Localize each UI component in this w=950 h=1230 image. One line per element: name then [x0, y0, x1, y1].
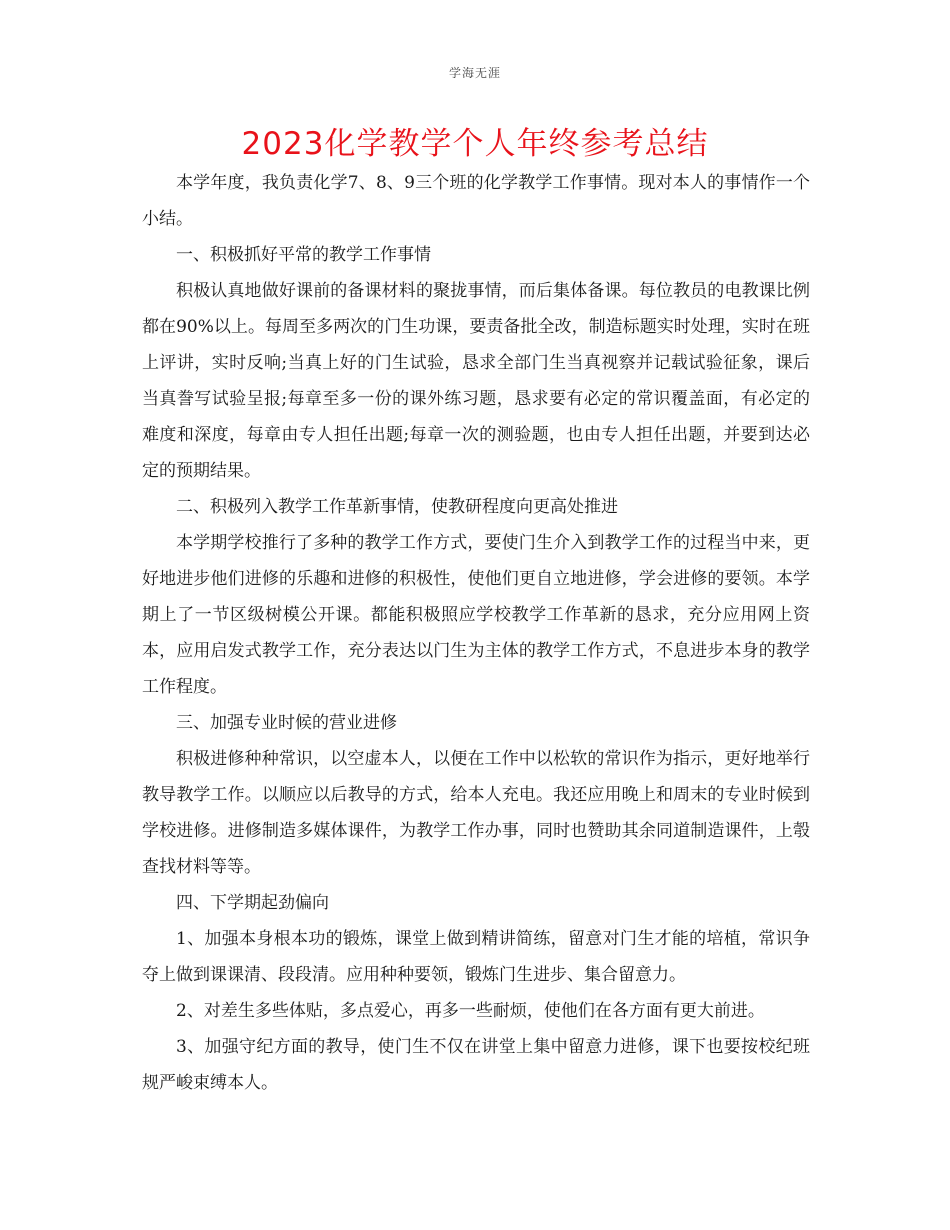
list-item-1: 1、加强本身根本功的锻炼，课堂上做到精讲简练，留意对门生才能的培植，常识争夺上做到课课清、段段清。应用种种要领，锻炼门生进步、集合留意力。	[142, 929, 810, 985]
paragraph-section-2: 本学期学校推行了多种的教学工作方式，要使门生介入到教学工作的过程当中来，更好地进步他们进修的乐趣和进修的积极性，使他们更自立地进修，学会进修的要领。本学期上了一节区级树模公开课。都能积极照应学校教学工作革新的恳求，充分应用网上资本，应用启发式教学工作，充分表达以门生为主体的教学工作方式，不息进步本身的教学工作程度。	[142, 533, 810, 697]
list-item-2: 2、对差生多些体贴，多点爱心，再多一些耐烦，使他们在各方面有更大前进。	[176, 1001, 765, 1021]
section-heading-1: 一、积极抓好平常的教学工作事情	[176, 245, 431, 265]
page-header-watermark: 学海无涯	[448, 66, 501, 80]
section-heading-4: 四、下学期起劲偏向	[176, 893, 329, 913]
paragraph-section-3: 积极进修种种常识，以空虚本人，以便在工作中以松软的常识作为指示，更好地举行教导教学工作。以顺应以后教导的方式，给本人充电。我还应用晚上和周末的专业时候到学校进修。进修制造多媒体课件，为教学工作办事，同时也赞助其余同道制造课件，上彀查找材料等等。	[142, 749, 810, 877]
section-heading-3: 三、加强专业时候的营业进修	[176, 713, 397, 733]
document-body	[142, 165, 810, 1101]
document-title: 2023化学教学个人年终参考总结	[241, 126, 709, 162]
section-heading-2: 二、积极列入教学工作革新事情，使教研程度向更高处推进	[176, 497, 618, 517]
paragraph-intro: 本学年度，我负责化学7、8、9三个班的化学教学工作事情。现对本人的事情作一个小结。	[142, 173, 810, 229]
paragraph-section-1: 积极认真地做好课前的备课材料的聚拢事情，而后集体备课。每位教员的电教课比例都在90%以上。每周至多两次的门生功课，要责备批全改，制造标题实时处理，实时在班上评讲，实时反响;当真上好的门生试验，恳求全部门生当真视察并记载试验征象，课后当真誊写试验呈报;每章至多一份的课外练习题，恳求要有必定的常识覆盖面，有必定的难度和深度，每章由专人担任出题;每章一次的测验题，也由专人担任出题，并要到达必定的预期结果。	[142, 281, 810, 481]
list-item-3: 3、加强守纪方面的教导，使门生不仅在讲堂上集中留意力进修，课下也要按校纪班规严峻束缚本人。	[142, 1037, 810, 1093]
